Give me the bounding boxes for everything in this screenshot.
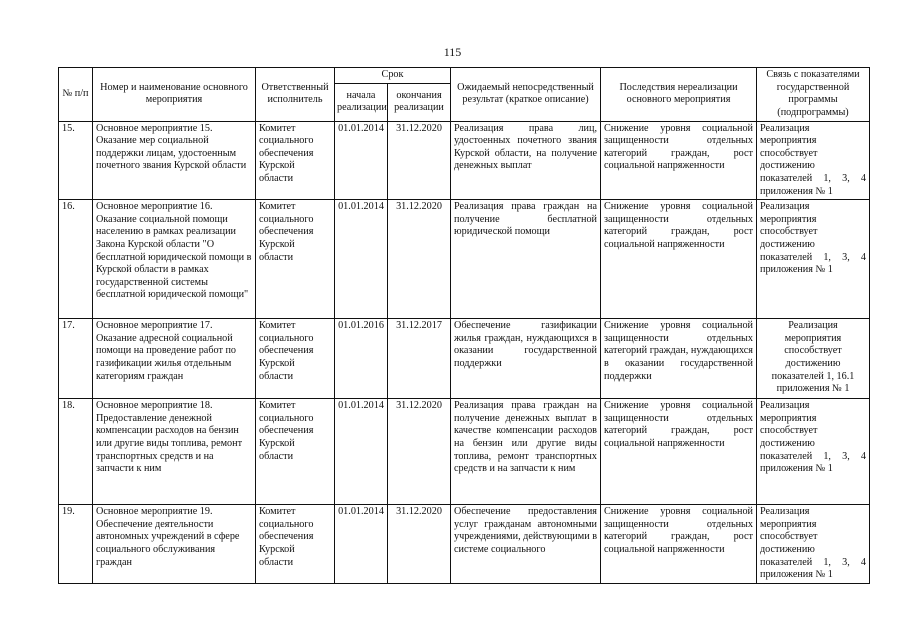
header-expected: Ожидаемый непосредственный результат (краткое описание) — [451, 68, 601, 122]
row-expected: Обеспечение предоставления услуг гражданам автономными учреждениями, действующими в системе социального — [451, 505, 601, 584]
row-start: 01.01.2014 — [335, 121, 388, 200]
table-row — [59, 399, 870, 505]
table-row — [59, 505, 870, 584]
row-responsible: Комитет социального обеспечения Курской области — [256, 121, 335, 200]
row-start: 01.01.2014 — [335, 200, 388, 319]
header-link: Связь с показателями государственной программы (подпрограммы) — [757, 68, 870, 122]
row-responsible: Комитет социального обеспечения Курской области — [256, 200, 335, 319]
row-end: 31.12.2017 — [388, 319, 451, 399]
table-body — [59, 121, 870, 583]
header-consequences: Последствия нереализации основного мероприятия — [601, 68, 757, 122]
row-expected: Реализация права граждан на получение денежных выплат в качестве компенсации расходов на бензин или другие виды топлива, ремонт транспортных средств и на запчасти к ним — [451, 399, 601, 505]
row-consequences: Снижение уровня социальной защищенности отдельных категорий граждан, рост социальной напряженности — [601, 399, 757, 505]
row-start: 01.01.2014 — [335, 399, 388, 505]
row-consequences: Снижение уровня социальной защищенности отдельных категорий граждан, рост социальной напряженности — [601, 200, 757, 319]
table-header — [59, 68, 870, 122]
row-responsible: Комитет социального обеспечения Курской области — [256, 399, 335, 505]
header-term-start: начала реализации — [335, 83, 388, 121]
row-end: 31.12.2020 — [388, 505, 451, 584]
row-expected: Обеспечение газификации жилья граждан, нуждающихся в оказании государственной поддержки — [451, 319, 601, 399]
table-row — [59, 121, 870, 200]
row-name: Основное мероприятие 18. Предоставление денежной компенсации расходов на бензин или другие виды топлива, ремонт транспортных средств и на запчасти к ним — [93, 399, 256, 505]
header-term: Срок — [335, 68, 451, 84]
row-start: 01.01.2016 — [335, 319, 388, 399]
row-consequences: Снижение уровня социальной защищенности отдельных категорий граждан, рост социальной напряженности — [601, 505, 757, 584]
events-table — [58, 67, 870, 584]
page-number: 115 — [443, 45, 462, 59]
row-link: Реализация мероприятия способствует достижению показателей 1, 3, 4 приложения № 1 — [757, 399, 870, 505]
row-num: 15. — [59, 121, 93, 200]
row-num: 17. — [59, 319, 93, 399]
row-num: 18. — [59, 399, 93, 505]
row-responsible: Комитет социального обеспечения Курской области — [256, 319, 335, 399]
row-responsible: Комитет социального обеспечения Курской области — [256, 505, 335, 584]
row-link: Реализация мероприятия способствует достижению показателей 1, 16.1 приложения № 1 — [757, 319, 870, 399]
header-name: Номер и наименование основного мероприятия — [93, 68, 256, 122]
row-name: Основное мероприятие 15. Оказание мер социальной поддержки лицам, удостоенным почетного звания Курской области — [93, 121, 256, 200]
header-term-end: окончания реализации — [388, 83, 451, 121]
row-link: Реализация мероприятия способствует достижению показателей 1, 3, 4 приложения № 1 — [757, 505, 870, 584]
header-num: № п/п — [59, 68, 93, 122]
table-row — [59, 319, 870, 399]
row-link: Реализация мероприятия способствует достижению показателей 1, 3, 4 приложения № 1 — [757, 121, 870, 200]
row-start: 01.01.2014 — [335, 505, 388, 584]
row-end: 31.12.2020 — [388, 399, 451, 505]
row-end: 31.12.2020 — [388, 200, 451, 319]
row-expected: Реализация права лиц, удостоенных почетного звания Курской области, на получение денежных выплат — [451, 121, 601, 200]
row-num: 19. — [59, 505, 93, 584]
row-link: Реализация мероприятия способствует достижению показателей 1, 3, 4 приложения № 1 — [757, 200, 870, 319]
row-consequences: Снижение уровня социальной защищенности отдельных категорий граждан, рост социальной напряженности — [601, 121, 757, 200]
row-end: 31.12.2020 — [388, 121, 451, 200]
table-row — [59, 200, 870, 319]
row-name: Основное мероприятие 17. Оказание адресной социальной помощи на проведение работ по газификации жилья отдельным категориям граждан — [93, 319, 256, 399]
row-num: 16. — [59, 200, 93, 319]
row-expected: Реализация права граждан на получение бесплатной юридической помощи — [451, 200, 601, 319]
row-name: Основное мероприятие 19. Обеспечение деятельности автономных учреждений в сфере социального обслуживания граждан — [93, 505, 256, 584]
row-name: Основное мероприятие 16. Оказание социальной помощи населению в рамках реализации Закона Курской области "О бесплатной юридической помощи в Курской области в рамках государственной системы бесплатной юридической помощи" — [93, 200, 256, 319]
row-consequences: Снижение уровня социальной защищенности отдельных категорий граждан, нуждающихся в оказании государственной поддержки — [601, 319, 757, 399]
header-responsible: Ответственный исполнитель — [256, 68, 335, 122]
